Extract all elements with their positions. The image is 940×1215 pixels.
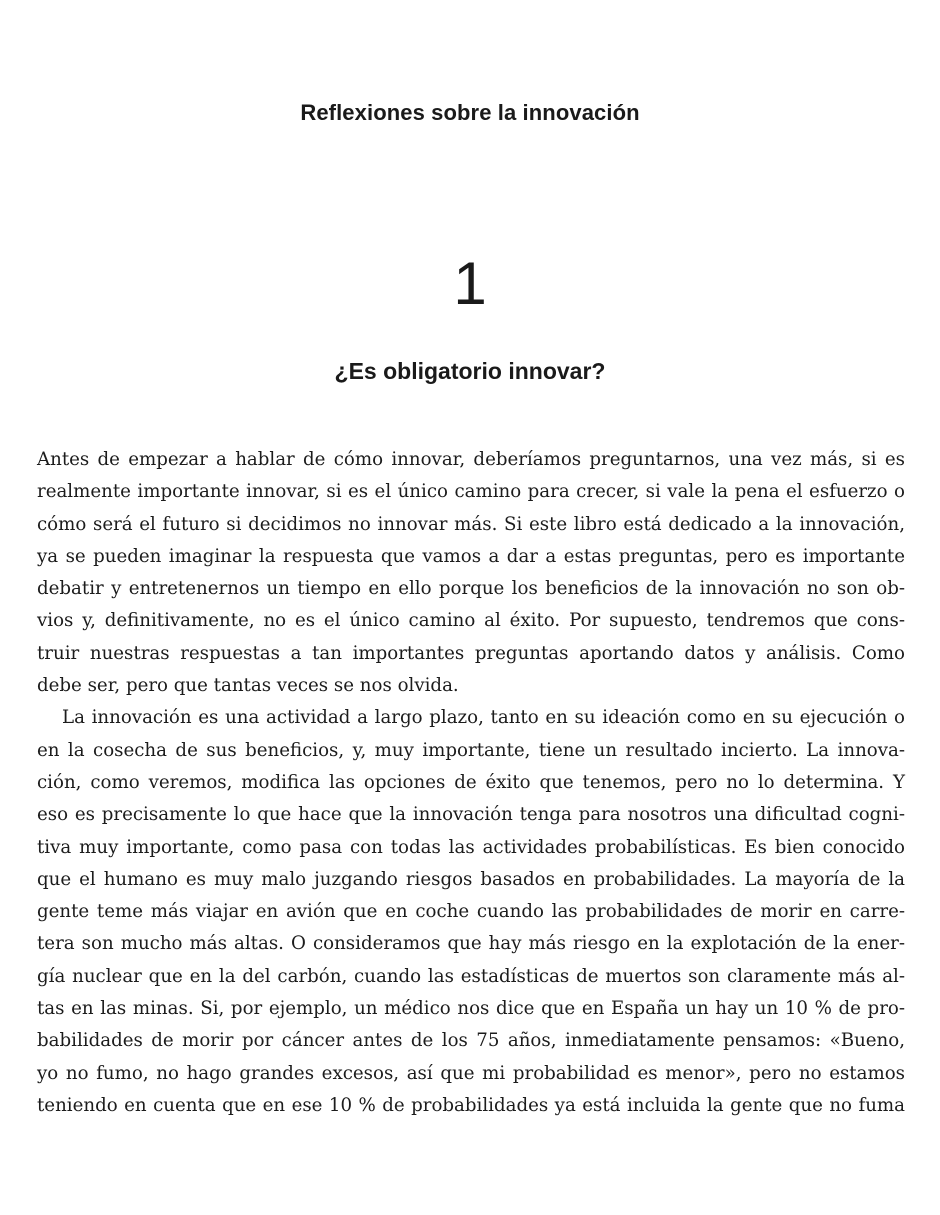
text-line: tas en las minas. Si, por ejemplo, un médico nos dice que en España un hay un 10 % de pro- [37, 998, 905, 1020]
text-line: vios y, definitivamente, no es el único camino al éxito. Por supuesto, tendremos que cons- [37, 610, 905, 632]
chapter-body [37, 444, 905, 1122]
text-line: gente teme más viajar en avión que en coche cuando las probabilidades de morir en carre- [37, 901, 905, 923]
text-line: eso es precisamente lo que hace que la innovación tenga para nosotros una dificultad cogni- [37, 804, 905, 826]
chapter-number: 1 [453, 250, 487, 317]
chapter-title: ¿Es obligatorio innovar? [334, 358, 606, 384]
paragraph-1 [37, 444, 905, 702]
text-line: que el humano es muy malo juzgando riesgos basados en probabilidades. La mayoría de la [37, 868, 905, 890]
text-line: Antes de empezar a hablar de cómo innovar, deberíamos preguntarnos, una vez más, si es [37, 449, 905, 470]
text-line: debe ser, pero que tantas veces se nos olvida. [37, 675, 459, 697]
text-line: realmente importante innovar, si es el único camino para crecer, si vale la pena el esfuerzo o [37, 481, 905, 503]
text-line: La innovación es una actividad a largo plazo, tanto en su ideación como en su ejecución o [62, 707, 905, 729]
text-line: cómo será el futuro si decidimos no innovar más. Si este libro está dedicado a la innovación, [37, 513, 905, 535]
running-head: Reflexiones sobre la innovación [300, 100, 640, 125]
text-line: babilidades de morir por cáncer antes de los 75 años, inmediatamente pensamos: «Bueno, [37, 1030, 905, 1052]
paragraph-2 [37, 702, 905, 1122]
text-line: yo no fumo, no hago grandes excesos, así que mi probabilidad es menor», pero no estamos [37, 1062, 905, 1084]
text-line: tera son mucho más altas. O consideramos que hay más riesgo en la explotación de la ener- [37, 933, 905, 955]
text-line: ya se pueden imaginar la respuesta que vamos a dar a estas preguntas, pero es importante [37, 545, 905, 567]
text-line: gía nuclear que en la del carbón, cuando las estadísticas de muertos son claramente más al- [37, 965, 905, 987]
text-line: ción, como veremos, modifica las opciones de éxito que tenemos, pero no lo determina. Y [37, 771, 905, 793]
text-line: tiva muy importante, como pasa con todas las actividades probabilísticas. Es bien conocido [37, 836, 905, 858]
text-line: debatir y entretenernos un tiempo en ello porque los beneficios de la innovación no son ob- [37, 578, 905, 600]
text-line: truir nuestras respuestas a tan importantes preguntas aportando datos y análisis. Como [37, 642, 905, 664]
text-line: teniendo en cuenta que en ese 10 % de probabilidades ya está incluida la gente que no fuma [37, 1094, 905, 1116]
text-line: en la cosecha de sus beneficios, y, muy importante, tiene un resultado incierto. La innova- [37, 739, 905, 761]
